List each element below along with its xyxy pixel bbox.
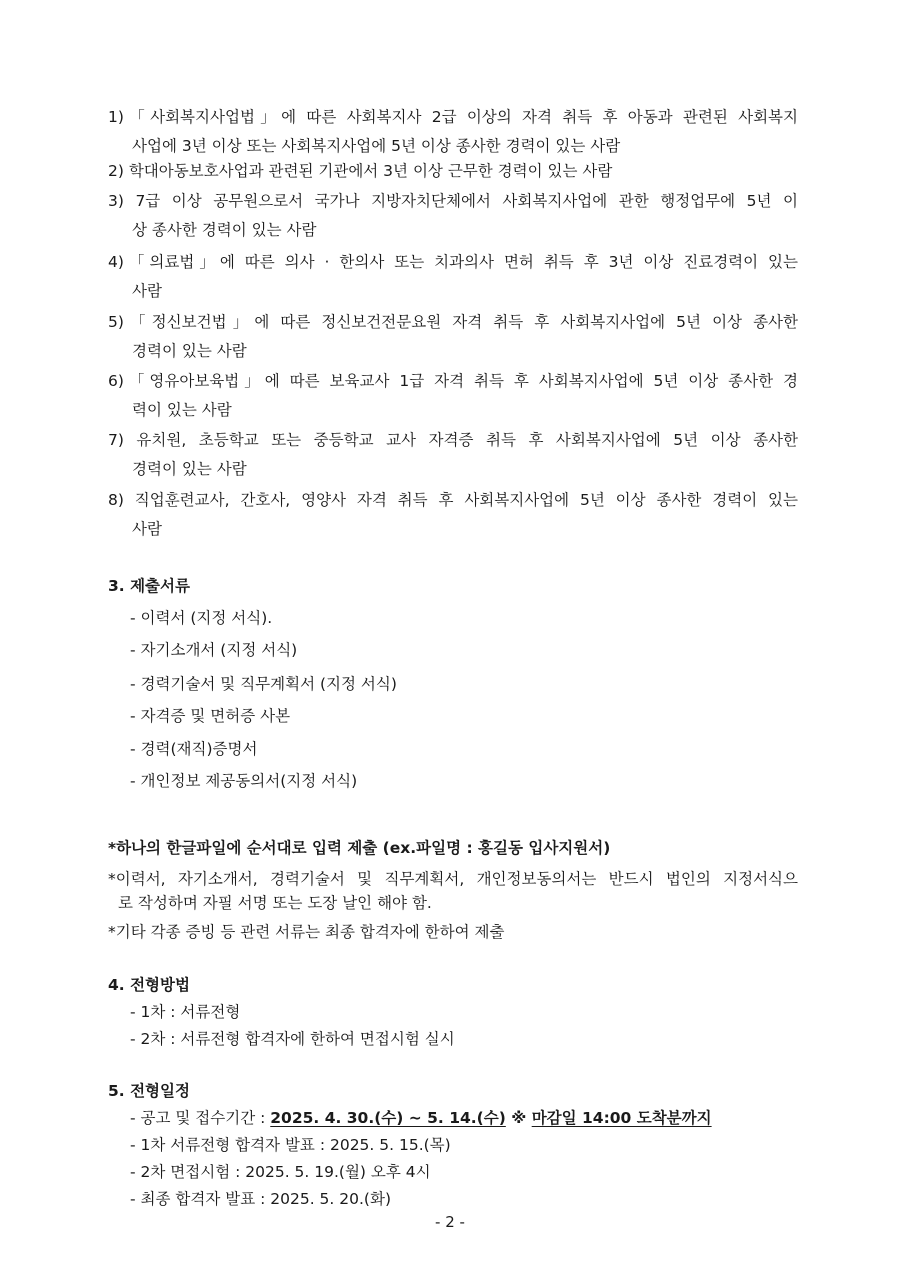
qualification-item-6: [108, 367, 798, 425]
document-list-item: - 경력기술서 및 직무계획서 (지정 서식): [130, 675, 397, 693]
evidence-note-line: *기타 각종 증빙 등 관련 서류는 최종 합격자에 한하여 제출: [108, 923, 505, 941]
section-heading-selection-method: 4. 전형방법: [108, 976, 190, 994]
qualification-line: 상 종사한 경력이 있는 사람: [132, 221, 317, 239]
page-number: - 2 -: [435, 1213, 465, 1231]
schedule-item: - 2차 면접시험 : 2025. 5. 19.(월) 오후 4시: [130, 1163, 431, 1181]
form-note-line: *이력서, 자기소개서, 경력기술서 및 직무계획서, 개인정보동의서는 반드시 법인의 지정서식으: [108, 870, 798, 888]
qualification-line: 2) 학대아동보호사업과 관련된 기관에서 3년 이상 근무한 경력이 있는 사람: [108, 162, 613, 180]
deadline-text: 마감일 14:00 도착분까지: [531, 1109, 712, 1127]
period-value: 2025. 4. 30.(수) ~ 5. 14.(수): [270, 1109, 506, 1127]
evidence-note: [108, 920, 798, 944]
qualification-line: 3) 7급 이상 공무원으로서 국가나 지방자치단체에서 사회복지사업에 관한 행정업무에 5년 이: [108, 192, 798, 210]
form-note: [108, 867, 798, 915]
schedule-item-period: [130, 1106, 712, 1130]
schedule-item: - 최종 합격자 발표 : 2025. 5. 20.(화): [130, 1190, 391, 1208]
qualification-line: 력이 있는 사람: [132, 401, 232, 419]
qualification-line: 사람: [132, 282, 162, 300]
section-heading-schedule: 5. 전형일정: [108, 1082, 190, 1100]
schedule-item: - 1차 서류전형 합격자 발표 : 2025. 5. 15.(목): [130, 1136, 451, 1154]
form-note-line: 로 작성하며 자필 서명 또는 도장 날인 해야 함.: [118, 894, 432, 912]
qualification-line: 7) 유치원, 초등학교 또는 중등학교 교사 자격증 취득 후 사회복지사업에 5년 이상 종사한: [108, 431, 798, 449]
qualification-line: 5)「정신보건법」에 따른 정신보건전문요원 자격 취득 후 사회복지사업에 5년 이상 종사한: [108, 313, 798, 331]
qualification-item-8: [108, 486, 798, 544]
qualification-item-5: [108, 308, 798, 366]
document-list-item: - 개인정보 제공동의서(지정 서식): [130, 772, 358, 790]
qualification-item-2: [108, 157, 798, 186]
submission-instruction: *하나의 한글파일에 순서대로 입력 제출 (ex.파일명 : 홍길동 입사지원서): [108, 839, 611, 857]
qualification-item-1: [108, 103, 798, 161]
qualification-line: 경력이 있는 사람: [132, 460, 247, 478]
period-label: - 공고 및 접수기간 :: [130, 1109, 271, 1127]
document-list-item: - 경력(재직)증명서: [130, 740, 258, 758]
qualification-line: 사업에 3년 이상 또는 사회복지사업에 5년 이상 종사한 경력이 있는 사람: [132, 137, 621, 155]
selection-method-item: - 2차 : 서류전형 합격자에 한하여 면접시험 실시: [130, 1030, 455, 1048]
qualification-item-4: [108, 248, 798, 306]
document-list-item: - 자격증 및 면허증 사본: [130, 707, 291, 725]
document-list-item: - 자기소개서 (지정 서식): [130, 641, 298, 659]
period-separator: ※: [505, 1109, 532, 1127]
qualification-line: 경력이 있는 사람: [132, 342, 247, 360]
qualification-line: 사람: [132, 520, 162, 538]
section-heading-documents: 3. 제출서류: [108, 577, 190, 595]
qualification-line: 1)「사회복지사업법」에 따른 사회복지사 2급 이상의 자격 취득 후 아동과 관련된 사회복지: [108, 108, 798, 126]
submission-notes: [108, 836, 798, 860]
qualification-item-3: [108, 187, 798, 245]
qualification-line: 6)「영유아보육법」에 따른 보육교사 1급 자격 취득 후 사회복지사업에 5년 이상 종사한 경: [108, 372, 798, 390]
qualification-item-7: [108, 426, 798, 484]
selection-method-item: - 1차 : 서류전형: [130, 1003, 241, 1021]
document-list-item: - 이력서 (지정 서식).: [130, 609, 273, 627]
qualification-line: 4)「의료법」에 따른 의사 · 한의사 또는 치과의사 면허 취득 후 3년 이상 진료경력이 있는: [108, 253, 798, 271]
qualification-line: 8) 직업훈련교사, 간호사, 영양사 자격 취득 후 사회복지사업에 5년 이상 종사한 경력이 있는: [108, 491, 798, 509]
